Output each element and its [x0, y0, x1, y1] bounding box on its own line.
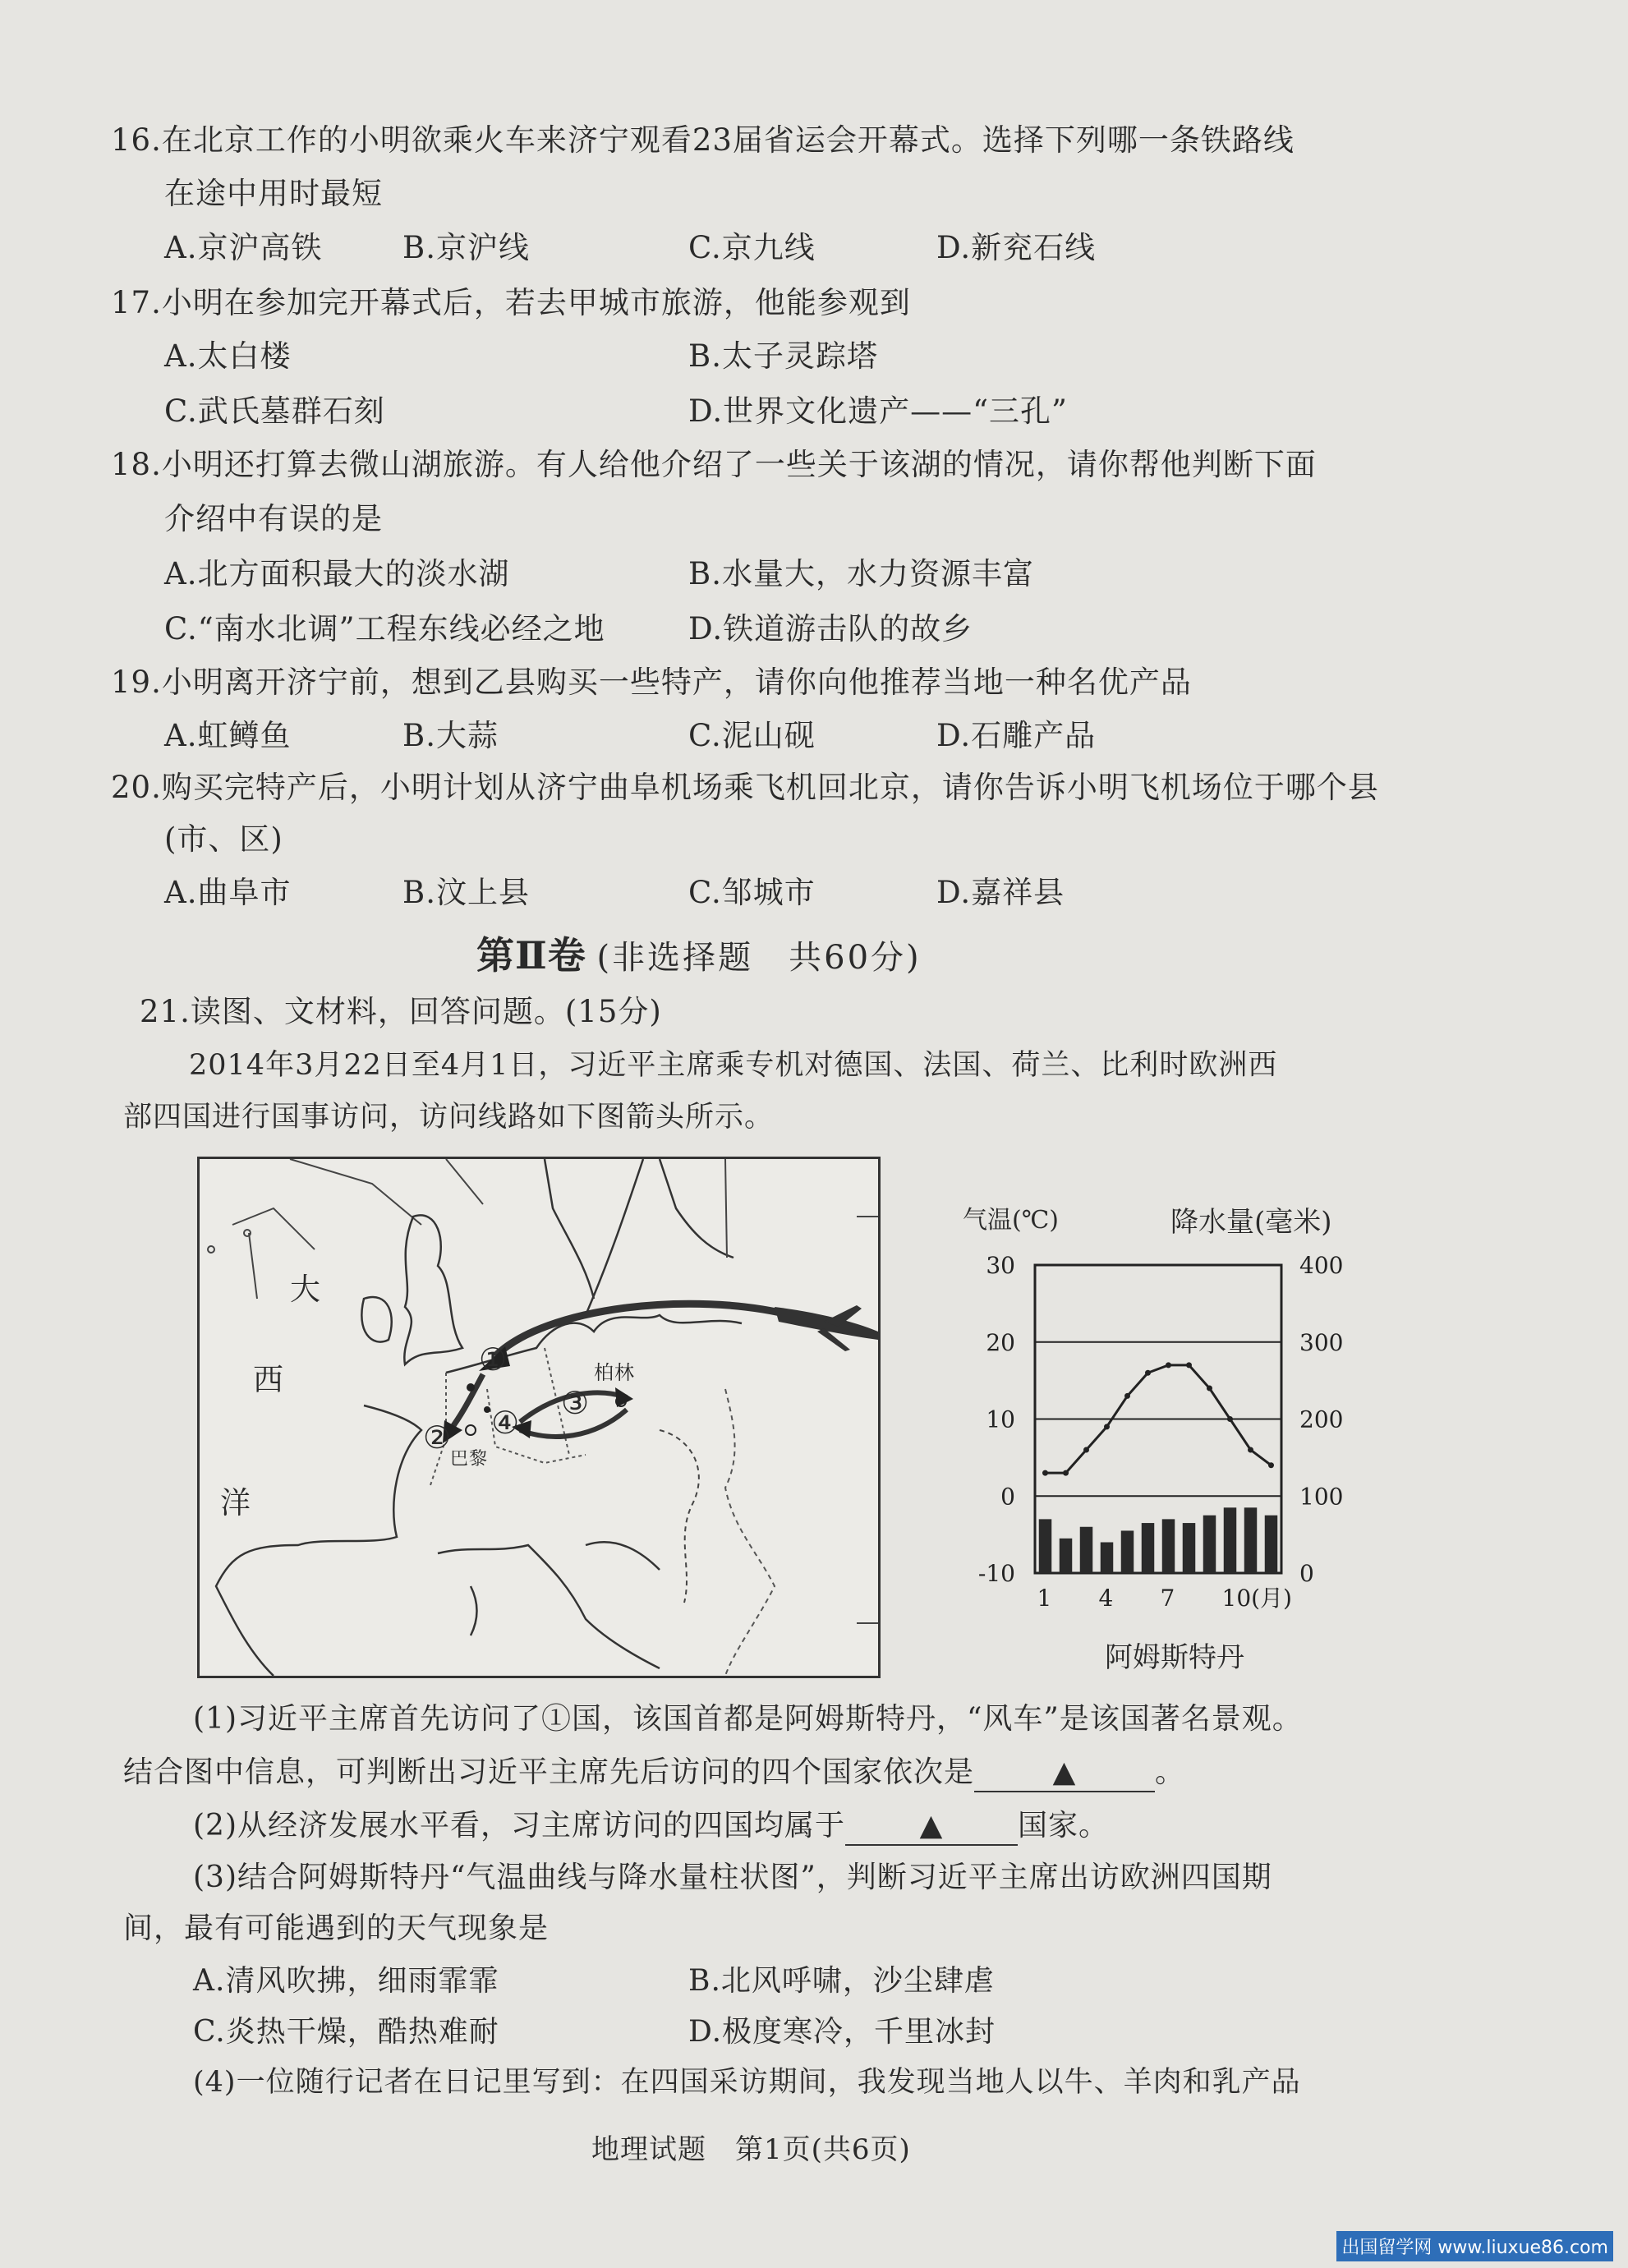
- q21-part1-line2: [123, 1755, 1186, 1789]
- temperature-point: [1083, 1447, 1089, 1453]
- left-tick-label: 0: [1000, 1483, 1015, 1511]
- europe-route-map: [197, 1157, 881, 1678]
- x-tick-label: 10(月): [1221, 1585, 1292, 1612]
- q20-option-a[interactable]: A.曲阜市: [164, 875, 292, 910]
- temperature-point: [1186, 1362, 1192, 1368]
- q21-part2-end: 国家。: [1018, 1809, 1110, 1842]
- q20-option-b[interactable]: B.汶上县: [402, 875, 530, 910]
- q16-option-d[interactable]: D.新兖石线: [936, 230, 1097, 265]
- q21-part3-option-b[interactable]: B.北风呼啸，沙尘肆虐: [688, 1964, 995, 1998]
- q21-part1-line1: (1)习近平主席首先访问了①国，该国首都是阿姆斯特丹，“风车”是该国著名景观。: [193, 1702, 1303, 1736]
- q21-part3-line1: (3)结合阿姆斯特丹“气温曲线与降水量柱状图”，判断习近平主席出访欧洲四国期: [193, 1861, 1272, 1894]
- airplane-icon: [775, 1305, 878, 1351]
- temperature-point: [1268, 1462, 1274, 1468]
- x-tick-label: 1: [1037, 1585, 1052, 1612]
- precip-bar: [1080, 1527, 1093, 1573]
- precip-bar: [1265, 1516, 1278, 1573]
- x-tick-label: 4: [1098, 1585, 1114, 1612]
- q18-option-b[interactable]: B.水量大，水力资源丰富: [688, 556, 1034, 591]
- q21-intro-line1: 2014年3月22日至4月1日，习近平主席乘专机对德国、法国、荷兰、比利时欧洲西: [189, 1049, 1278, 1082]
- q18-option-d[interactable]: D.铁道游击队的故乡: [688, 611, 973, 646]
- q17-option-b[interactable]: B.太子灵踪塔: [688, 338, 878, 374]
- q21-part3-option-d[interactable]: D.极度寒冷，千里冰封: [688, 2015, 996, 2049]
- q16-option-c[interactable]: C.京九线: [688, 230, 816, 265]
- x-tick-label: 7: [1160, 1585, 1175, 1612]
- precip-bar: [1183, 1523, 1196, 1573]
- q17-option-a[interactable]: A.太白楼: [164, 338, 292, 374]
- map-city-berlin: 柏林: [594, 1361, 635, 1384]
- temperature-point: [1248, 1447, 1253, 1453]
- q16-option-a[interactable]: A.京沪高铁: [164, 230, 323, 265]
- precip-bar: [1101, 1543, 1114, 1574]
- map-svg: [200, 1159, 878, 1676]
- q19-option-c[interactable]: C.泥山砚: [688, 718, 816, 753]
- q18-option-a[interactable]: A.北方面积最大的淡水湖: [164, 556, 510, 591]
- temperature-point: [1166, 1362, 1171, 1368]
- q19-option-b[interactable]: B.大蒜: [402, 718, 499, 753]
- site-watermark: 出国留学网 www.liuxue86.com: [1336, 2231, 1613, 2261]
- precip-bar: [1060, 1539, 1073, 1573]
- map-marker-3: ③: [561, 1385, 591, 1421]
- q21-part3-option-c[interactable]: C.炎热干燥，酷热难耐: [193, 2015, 499, 2049]
- q18-stem-line2: 介绍中有误的是: [164, 501, 383, 536]
- precip-bar: [1224, 1507, 1237, 1573]
- q20-option-c[interactable]: C.邹城市: [688, 875, 816, 910]
- q18-option-c[interactable]: C.“南水北调”工程东线必经之地: [164, 611, 605, 646]
- left-tick-label: 10: [986, 1405, 1015, 1433]
- q19-option-d[interactable]: D.石雕产品: [936, 718, 1097, 753]
- q17-stem: 17.小明在参加完开幕式后，若去甲城市旅游，他能参观到: [111, 285, 911, 320]
- chart-city-label: 阿姆斯特丹: [1105, 1641, 1244, 1674]
- precip-bar: [1203, 1516, 1216, 1573]
- temperature-point: [1104, 1424, 1110, 1429]
- temperature-point: [1145, 1370, 1151, 1376]
- chart-title-right: 降水量(毫米): [1170, 1206, 1332, 1239]
- q16-stem-line2: 在途中用时最短: [164, 176, 383, 211]
- right-tick-label: 300: [1299, 1328, 1344, 1356]
- climate-chart: [945, 1199, 1405, 1692]
- precip-bar: [1142, 1523, 1155, 1573]
- map-city-paris: 巴黎: [450, 1449, 489, 1470]
- q18-stem-line1: 18.小明还打算去微山湖旅游。有人给他介绍了一些关于该湖的情况，请你帮他判断下面: [111, 447, 1317, 482]
- precip-bar: [1121, 1530, 1134, 1573]
- q17-option-d[interactable]: D.世界文化遗产——“三孔”: [688, 393, 1068, 429]
- q20-option-d[interactable]: D.嘉祥县: [936, 875, 1065, 910]
- q19-option-a[interactable]: A.虹鳟鱼: [164, 718, 292, 753]
- q21-part3-option-a[interactable]: A.清风吹拂，细雨霏霏: [193, 1964, 499, 1998]
- q21-part1-end: 。: [1155, 1755, 1186, 1789]
- temperature-point: [1227, 1416, 1233, 1422]
- q21-part1-text: 结合图中信息，可判断出习近平主席先后访问的四个国家依次是: [123, 1755, 975, 1789]
- q21-part4-line1: (4)一位随行记者在日记里写到：在四国采访期间，我发现当地人以牛、羊肉和乳产品: [193, 2066, 1301, 2099]
- precip-bar: [1162, 1519, 1175, 1573]
- temperature-point: [1124, 1393, 1130, 1399]
- q21-part2-blank[interactable]: ▲: [845, 1811, 1018, 1841]
- right-tick-label: 200: [1299, 1405, 1344, 1433]
- map-ocean-label-1: 大: [290, 1272, 321, 1307]
- q16-stem-line1: 16.在北京工作的小明欲乘火车来济宁观看23届省运会开幕式。选择下列哪一条铁路线: [111, 122, 1295, 158]
- page-footer: 地理试题 第1页(共6页): [591, 2133, 911, 2166]
- section-title-main: 第Ⅱ卷: [476, 933, 586, 978]
- right-tick-label: 0: [1299, 1560, 1314, 1587]
- precip-bar: [1244, 1507, 1258, 1573]
- map-ocean-label-3: 洋: [220, 1485, 251, 1520]
- q19-stem: 19.小明离开济宁前，想到乙县购买一些特产，请你向他推荐当地一种名优产品: [111, 665, 1192, 700]
- q20-stem-line1: 20.购买完特产后，小明计划从济宁曲阜机场乘飞机回北京，请你告诉小明飞机场位于哪个县: [111, 770, 1379, 805]
- map-ocean-label-2: 西: [253, 1362, 284, 1397]
- climate-plot: [945, 1199, 1405, 1692]
- right-tick-label: 400: [1299, 1252, 1344, 1279]
- q16-option-b[interactable]: B.京沪线: [402, 230, 530, 265]
- map-marker-4: ④: [491, 1405, 521, 1441]
- q17-option-c[interactable]: C.武氏墓群石刻: [164, 393, 385, 429]
- left-tick-label: 30: [986, 1252, 1015, 1279]
- q21-stem: 21.读图、文材料，回答问题。(15分): [140, 994, 662, 1029]
- q21-part1-blank[interactable]: ▲: [974, 1758, 1155, 1787]
- left-tick-label: 20: [986, 1328, 1015, 1356]
- right-tick-label: 100: [1299, 1483, 1344, 1511]
- section-title: [476, 933, 922, 978]
- temperature-point: [1063, 1470, 1069, 1476]
- q21-part2: [193, 1811, 1109, 1841]
- q21-intro-line2: 部四国进行国事访问，访问线路如下图箭头所示。: [123, 1101, 775, 1134]
- temperature-point: [1042, 1470, 1048, 1476]
- q21-part2-text: (2)从经济发展水平看，习主席访问的四国均属于: [193, 1809, 845, 1842]
- map-marker-2: ②: [423, 1419, 453, 1456]
- precip-bar: [1039, 1519, 1052, 1573]
- temperature-point: [1207, 1386, 1212, 1392]
- chart-title-left: 气温(℃): [963, 1206, 1059, 1235]
- left-tick-label: -10: [977, 1560, 1015, 1587]
- q21-part3-line2: 间，最有可能遇到的天气现象是: [123, 1911, 550, 1945]
- q20-stem-line2: (市、区): [164, 821, 283, 857]
- map-marker-1: ①: [479, 1341, 508, 1378]
- section-title-sub: (非选择题 共60分): [596, 939, 922, 977]
